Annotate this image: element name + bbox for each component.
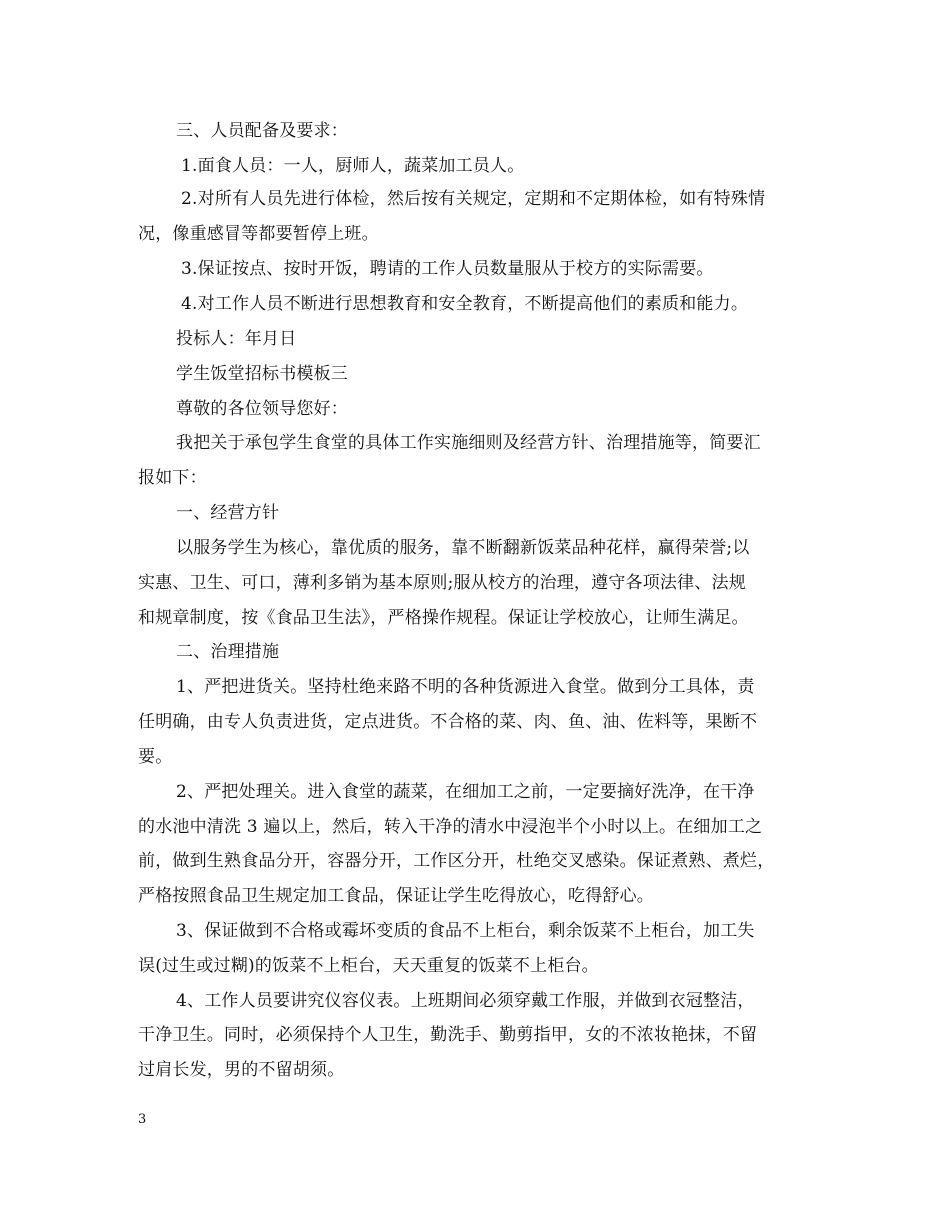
paragraph-line: 误(过生或过糊)的饭菜不上柜台，天天重复的饭菜不上柜台。	[138, 956, 599, 976]
paragraph-line: 以服务学生为核心，靠优质的服务，靠不断翻新饭菜品种花样，赢得荣誉;以	[176, 538, 750, 558]
paragraph-line: 报如下：	[138, 468, 207, 488]
paragraph-line: 的水池中清洗 3 遍以上，然后，转入干净的清水中浸泡半个小时以上。在细加工之	[138, 817, 763, 837]
bidder-signature-line: 投标人：年月日	[176, 329, 297, 349]
paragraph-line: 任明确，由专人负责进货，定点进货。不合格的菜、肉、鱼、油、佐料等，果断不	[138, 712, 758, 732]
paragraph-line: 前，做到生熟食品分开，容器分开，工作区分开，杜绝交叉感染。保证煮熟、煮烂，	[138, 851, 775, 871]
paragraph-line: 3、保证做到不合格或霉坏变质的食品不上柜台，剩余饭菜不上柜台，加工失	[176, 921, 755, 941]
paragraph-line: 2.对所有人员先进行体检，然后按有关规定，定期和不定期体检，如有特殊情	[181, 189, 766, 209]
paragraph-line: 2、严把处理关。进入食堂的蔬菜，在细加工之前，一定要摘好洗净，在干净	[176, 782, 755, 802]
paragraph-line: 和规章制度，按《食品卫生法》，严格操作规程。保证让学校放心，让师生满足。	[138, 608, 749, 628]
paragraph-line: 过肩长发，男的不留胡须。	[138, 1060, 345, 1080]
page-number: 3	[138, 1112, 147, 1127]
paragraph-line: 严格按照食品卫生规定加工食品，保证让学生吃得放心，吃得舒心。	[138, 886, 654, 906]
template-title: 学生饭堂招标书模板三	[176, 364, 348, 384]
paragraph-line: 况，像重感冒等都要暂停上班。	[138, 224, 379, 244]
paragraph-line: 干净卫生。同时，必须保持个人卫生，勤洗手、勤剪指甲，女的不浓妆艳抹，不留	[138, 1025, 758, 1045]
paragraph-line: 我把关于承包学生食堂的具体工作实施细则及经营方针、治理措施等，简要汇	[176, 433, 761, 453]
section-heading-policy: 一、经营方针	[176, 503, 280, 523]
paragraph-line: 4.对工作人员不断进行思想教育和安全教育，不断提高他们的素质和能力。	[181, 294, 749, 314]
paragraph-line: 4、工作人员要讲究仪容仪表。上班期间必须穿戴工作服，并做到衣冠整洁，	[176, 991, 755, 1011]
paragraph-line: 实惠、卫生、可口，薄利多销为基本原则;服从校方的治理，遵守各项法律、法规	[138, 573, 746, 593]
paragraph-line: 1.面食人员：一人，厨师人，蔬菜加工员人。	[181, 156, 525, 176]
section-heading-staffing: 三、人员配备及要求：	[176, 121, 348, 141]
paragraph-line: 1、严把进货关。坚持杜绝来路不明的各种货源进入食堂。做到分工具体，责	[176, 677, 755, 697]
section-heading-measures: 二、治理措施	[176, 642, 280, 662]
paragraph-line: 3.保证按点、按时开饭，聘请的工作人员数量服从于校方的实际需要。	[181, 259, 714, 279]
salutation: 尊敬的各位领导您好：	[176, 399, 348, 419]
paragraph-line: 要。	[138, 747, 173, 767]
